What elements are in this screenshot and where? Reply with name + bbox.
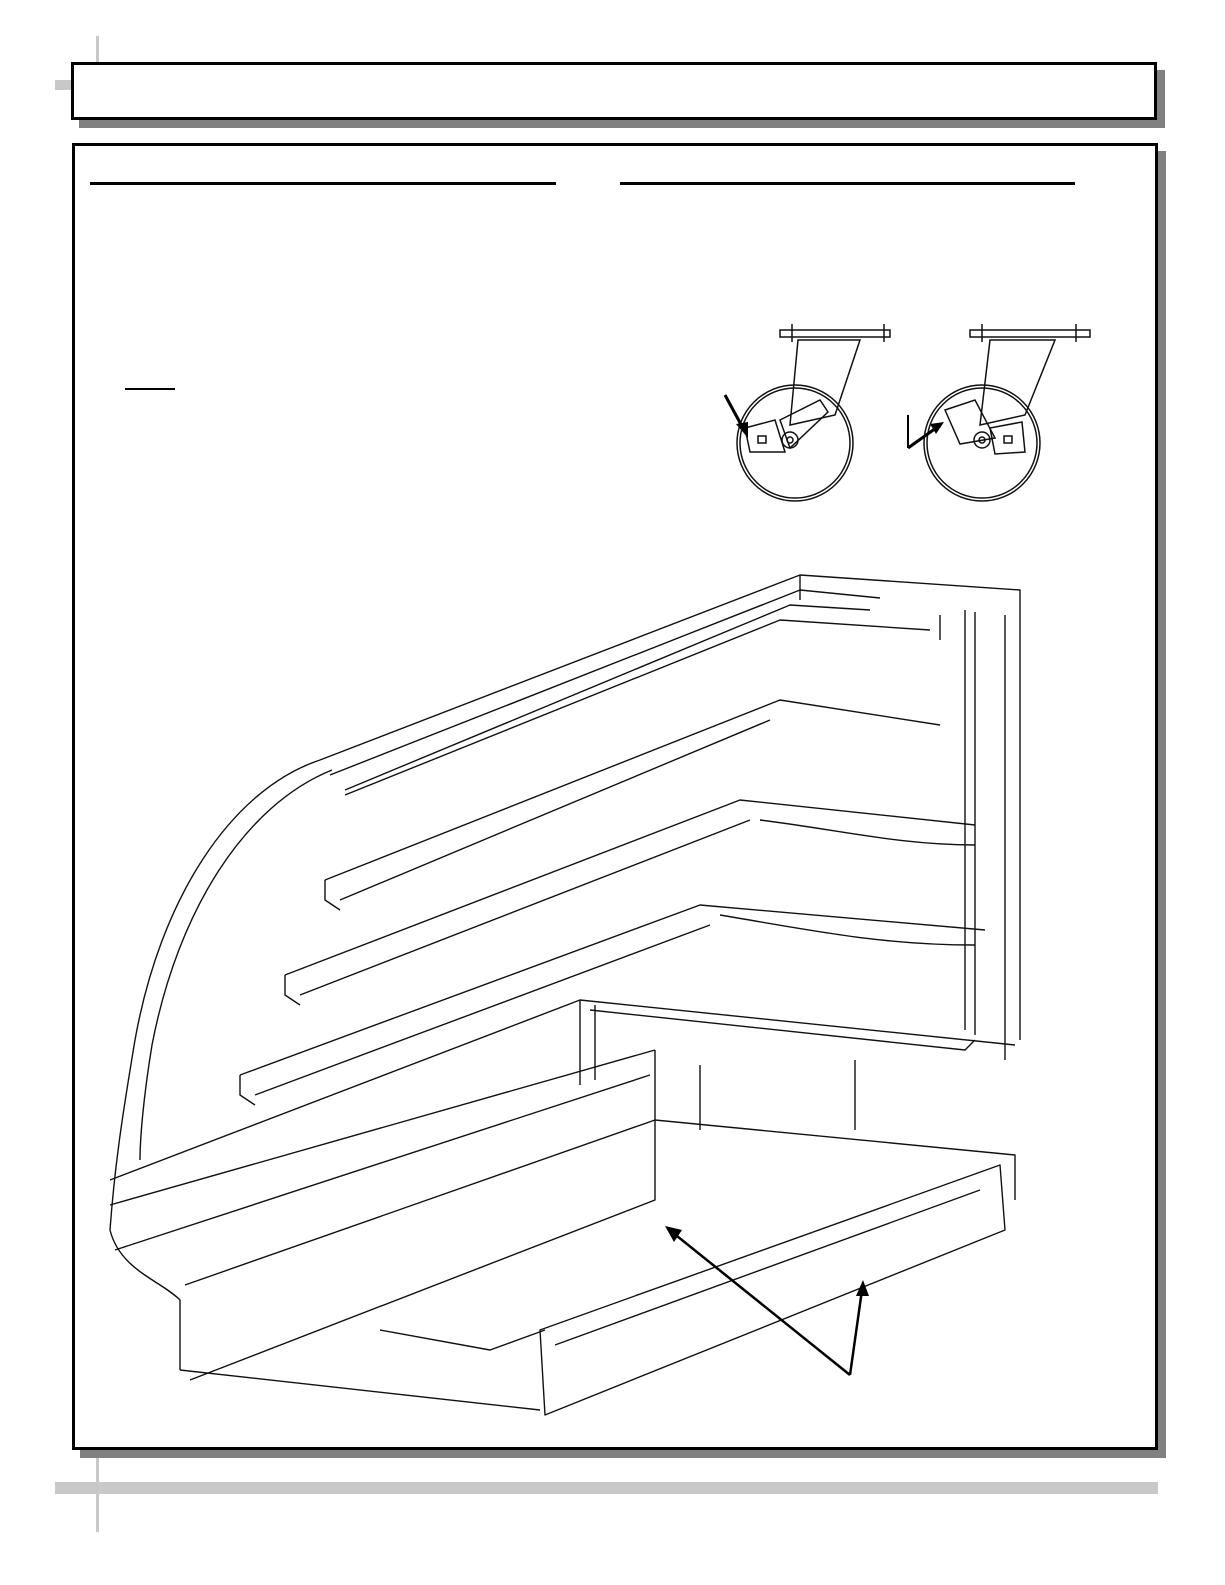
right-section-rule [620, 182, 1075, 185]
arrow-icon [908, 415, 944, 448]
note-underline [125, 388, 175, 390]
header-box [71, 62, 1157, 120]
arrow-icon [672, 1232, 862, 1375]
footer-bar [55, 1482, 1158, 1494]
arrow-icon [665, 1226, 682, 1242]
caster-locked [720, 320, 890, 510]
left-section-rule [90, 182, 556, 185]
display-case-drawing [85, 565, 1035, 1425]
arrow-icon [725, 395, 748, 438]
arrow-icon [856, 1280, 869, 1296]
caster-unlocked [900, 320, 1100, 510]
